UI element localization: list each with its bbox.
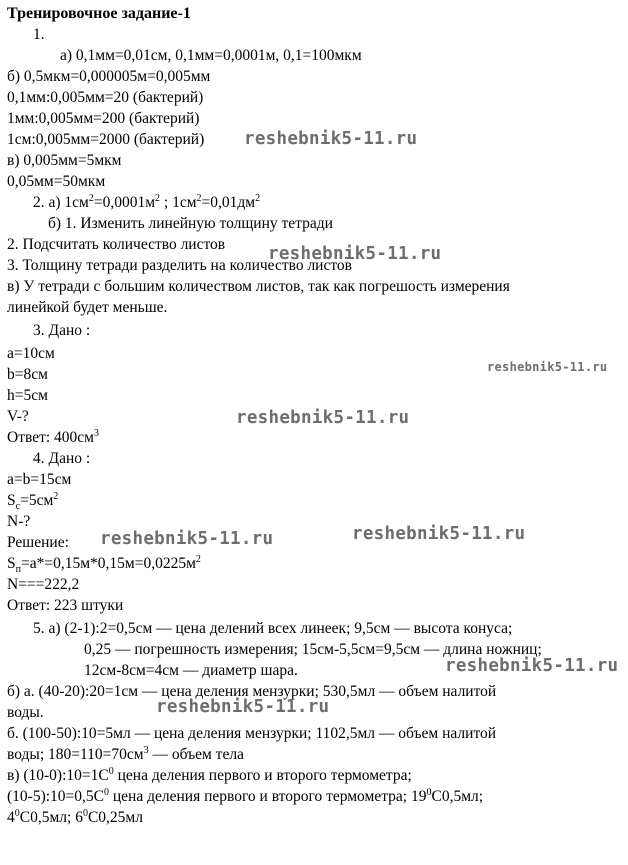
task-2b-line-3: 3. Толщину тетради разделить на количество листов	[7, 257, 352, 274]
task-4-solution-area: $S_п=a*=0,15м*0,15м=0,0225м^2$	[7, 553, 201, 576]
task-4-header: 4. Дано :	[33, 450, 91, 467]
task-1-number: 1.	[33, 26, 45, 43]
task-4-solution-label: Решение:	[7, 534, 69, 551]
task-5c-line: в) $(10-0):10=1С^0$ цена деления первого и второго термометра;	[7, 765, 412, 784]
task-5b-line-4: воды; $180=110=70см^3$ — объем тела	[7, 744, 244, 763]
task-2b-line-2: 2. Подсчитать количество листов	[7, 236, 226, 253]
task-5c-line-3: $4^0С0,5мл$; $6^0С0,25мл$	[7, 807, 143, 826]
task-5a-line-2: 0,25 — погрешность измерения; 15см-5,5см=9,5см — длина ножниц;	[84, 641, 542, 658]
watermark-text: reshebnik5-11.ru	[268, 244, 442, 264]
task-3-given-b: b=8см	[7, 366, 48, 383]
task-1b-line-2: 0,1мм:0,005мм=20 (бактерий)	[7, 89, 204, 106]
task-1c-line-2: 0,05мм=50мкм	[7, 173, 106, 190]
task-1b-line-4: 1см:0,005мм=2000 (бактерий)	[7, 131, 205, 148]
task-4-given-s: $S_c=5см^2$	[7, 490, 59, 513]
task-2b-line: б) 1. Изменить линейную толщину тетради	[48, 215, 333, 232]
task-3-answer: Ответ: $400см^3$	[7, 427, 99, 446]
task-5c-line-2: $(10-5):10=0,5С^0$ цена деления первого и второго термометра; $19^0С0,5мл$;	[7, 786, 484, 805]
watermark-text: reshebnik5-11.ru	[236, 408, 410, 428]
task-3-given-h: h=5см	[7, 387, 48, 404]
task-4-solution-n: N===222,2	[7, 576, 80, 593]
task-2c-line: в) У тетради с большим количеством листов, так как погрешость измерения	[7, 278, 510, 295]
task-5b-line-2: воды.	[7, 704, 44, 721]
task-3-header: 3. Дано :	[33, 322, 91, 339]
page-title: Тренировочное задание-1	[7, 5, 191, 22]
watermark-text: reshebnik5-11.ru	[244, 129, 418, 149]
task-1b-line-3: 1мм:0,005мм=200 (бактерий)	[7, 110, 200, 127]
task-4-given-ab: a=b=15см	[7, 471, 72, 488]
watermark-text: reshebnik5-11.ru	[487, 360, 608, 374]
task-3-find: V-?	[7, 408, 29, 425]
task-2a-line: 2. а) $1см^2=0,0001м^2$ ; $1см^2=0,01дм^2$	[33, 192, 261, 211]
watermark-text: reshebnik5-11.ru	[156, 697, 330, 717]
watermark-text: reshebnik5-11.ru	[445, 656, 619, 676]
watermark-text: reshebnik5-11.ru	[352, 524, 526, 544]
task-1c-line: в) 0,005мм=5мкм	[7, 152, 122, 169]
task-1b-line: б) 0,5мкм=0,000005м=0,005мм	[7, 68, 211, 85]
task-2c-line-2: линейкой будет меньше.	[7, 299, 168, 316]
task-5a-line-3: 12см-8см=4см — диаметр шара.	[84, 662, 298, 679]
task-3-given-a: a=10см	[7, 345, 55, 362]
task-4-find: N-?	[7, 513, 31, 530]
task-4-answer: Ответ: 223 штуки	[7, 597, 124, 614]
task-5b-line: б) а. (40-20):20=1см — цена деления мензурки; 530,5мл — объем налитой	[7, 683, 497, 700]
task-1a-line: а) 0,1мм=0,01см, 0,1мм=0,0001м, 0,1=100мкм	[60, 47, 362, 64]
watermark-text: reshebnik5-11.ru	[100, 529, 274, 549]
task-5a-line: 5. а) (2-1):2=0,5см — цена делений всех линеек; 9,5см — высота конуса;	[33, 620, 513, 637]
task-5b-line-3: б. (100-50):10=5мл — цена деления мензурки; 1102,5мл — объем налитой	[7, 725, 497, 742]
